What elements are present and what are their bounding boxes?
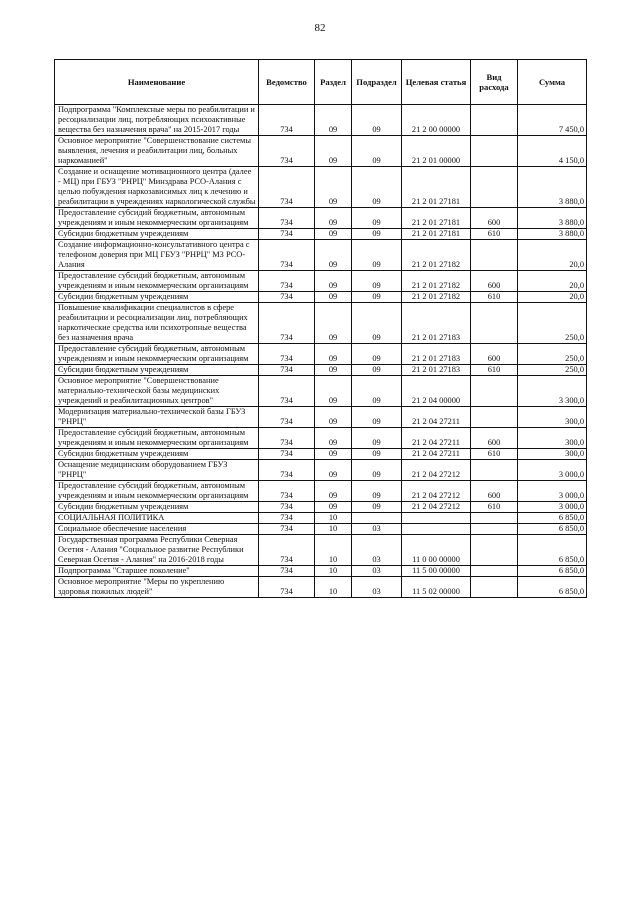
header-type: Вид расхода: [471, 60, 518, 105]
cell-item: 21 2 01 27181: [402, 167, 471, 208]
cell-sum: 6 850,0: [518, 535, 587, 566]
cell-dept: 734: [259, 136, 315, 167]
cell-section: 09: [315, 167, 352, 208]
table-row: [55, 428, 587, 449]
cell-name: Предоставление субсидий бюджетным, автономным учреждениям и иным некоммерческим организациям: [55, 428, 259, 449]
cell-type: 600: [471, 208, 518, 229]
cell-sum: 3 880,0: [518, 167, 587, 208]
cell-subsection: 09: [352, 136, 402, 167]
table-row: [55, 229, 587, 240]
cell-dept: 734: [259, 240, 315, 271]
cell-type: 610: [471, 292, 518, 303]
cell-item: 21 2 01 27182: [402, 240, 471, 271]
cell-subsection: 09: [352, 229, 402, 240]
header-row: [55, 60, 587, 105]
cell-subsection: [352, 513, 402, 524]
cell-subsection: 09: [352, 460, 402, 481]
table-row: [55, 566, 587, 577]
cell-section: 09: [315, 136, 352, 167]
cell-dept: 734: [259, 566, 315, 577]
cell-name: Субсидии бюджетным учреждениям: [55, 292, 259, 303]
cell-type: [471, 407, 518, 428]
cell-name: Основное мероприятие "Совершенствование системы выявления, лечения и реабилитации лиц, больных наркоманией": [55, 136, 259, 167]
cell-section: 10: [315, 513, 352, 524]
table-row: [55, 481, 587, 502]
cell-name: Субсидии бюджетным учреждениям: [55, 449, 259, 460]
cell-section: 09: [315, 344, 352, 365]
cell-sum: 20,0: [518, 240, 587, 271]
cell-name: Предоставление субсидий бюджетным, автономным учреждениям и иным некоммерческим организациям: [55, 208, 259, 229]
cell-section: 09: [315, 229, 352, 240]
cell-section: 09: [315, 303, 352, 344]
cell-sum: 7 450,0: [518, 105, 587, 136]
header-item: Целевая статья: [402, 60, 471, 105]
cell-sum: 300,0: [518, 449, 587, 460]
cell-section: 09: [315, 365, 352, 376]
cell-sum: 3 000,0: [518, 502, 587, 513]
cell-sum: 250,0: [518, 344, 587, 365]
cell-sum: 3 000,0: [518, 460, 587, 481]
cell-name: Государственная программа Республики Северная Осетия - Алания "Социальное развитие Республики Северная Осетия - Алания" на 2016-2018 годы: [55, 535, 259, 566]
table-row: [55, 535, 587, 566]
cell-sum: 300,0: [518, 428, 587, 449]
cell-dept: 734: [259, 577, 315, 598]
cell-subsection: 03: [352, 524, 402, 535]
cell-sum: 20,0: [518, 271, 587, 292]
cell-name: Создание и оснащение мотивационного центра (далее - МЦ) при ГБУЗ "РНРЦ" Минздрава РСО-Алания с целью побуждения наркозависимых лиц к лечению и реабилитации в учреждениях наркологической службы: [55, 167, 259, 208]
cell-sum: 250,0: [518, 303, 587, 344]
cell-item: 21 2 04 27211: [402, 407, 471, 428]
cell-subsection: 09: [352, 502, 402, 513]
cell-item: 21 2 04 00000: [402, 376, 471, 407]
cell-section: 09: [315, 376, 352, 407]
cell-sum: 6 850,0: [518, 513, 587, 524]
cell-dept: 734: [259, 535, 315, 566]
cell-item: [402, 513, 471, 524]
cell-dept: 734: [259, 407, 315, 428]
cell-type: [471, 240, 518, 271]
cell-section: 10: [315, 566, 352, 577]
table-row: [55, 460, 587, 481]
cell-sum: 300,0: [518, 407, 587, 428]
cell-section: 09: [315, 428, 352, 449]
cell-dept: 734: [259, 167, 315, 208]
cell-sum: 3 300,0: [518, 376, 587, 407]
cell-name: Подпрограмма "Старшее поколение": [55, 566, 259, 577]
cell-subsection: 03: [352, 535, 402, 566]
cell-type: 610: [471, 502, 518, 513]
cell-section: 09: [315, 449, 352, 460]
cell-name: Основное мероприятие "Меры по укреплению здоровья пожилых людей": [55, 577, 259, 598]
table-row: [55, 303, 587, 344]
cell-dept: 734: [259, 513, 315, 524]
cell-item: 21 2 01 27182: [402, 292, 471, 303]
cell-dept: 734: [259, 376, 315, 407]
table-row: [55, 105, 587, 136]
cell-type: [471, 524, 518, 535]
cell-name: Социальное обеспечение населения: [55, 524, 259, 535]
cell-section: 09: [315, 292, 352, 303]
cell-item: 21 2 04 27212: [402, 481, 471, 502]
cell-subsection: 09: [352, 407, 402, 428]
cell-item: 21 2 01 27183: [402, 303, 471, 344]
cell-subsection: 09: [352, 481, 402, 502]
cell-section: 10: [315, 524, 352, 535]
cell-item: 21 2 01 00000: [402, 136, 471, 167]
cell-type: [471, 566, 518, 577]
cell-item: 21 2 00 00000: [402, 105, 471, 136]
cell-subsection: 03: [352, 566, 402, 577]
cell-name: Предоставление субсидий бюджетным, автономным учреждениям и иным некоммерческим организациям: [55, 271, 259, 292]
cell-section: 09: [315, 105, 352, 136]
table-row: [55, 240, 587, 271]
cell-section: 09: [315, 502, 352, 513]
cell-item: 21 2 04 27212: [402, 502, 471, 513]
table-row: [55, 344, 587, 365]
cell-subsection: 09: [352, 167, 402, 208]
budget-table: [54, 59, 587, 598]
cell-subsection: 09: [352, 428, 402, 449]
cell-section: 10: [315, 535, 352, 566]
cell-type: [471, 376, 518, 407]
cell-dept: 734: [259, 208, 315, 229]
table-body: [55, 105, 587, 598]
header-name: Наименование: [55, 60, 259, 105]
cell-subsection: 09: [352, 344, 402, 365]
cell-section: 09: [315, 271, 352, 292]
cell-item: 21 2 01 27183: [402, 344, 471, 365]
table-row: [55, 167, 587, 208]
cell-dept: 734: [259, 365, 315, 376]
cell-subsection: 09: [352, 376, 402, 407]
table-row: [55, 376, 587, 407]
cell-name: Субсидии бюджетным учреждениям: [55, 502, 259, 513]
header-subsection: Подраздел: [352, 60, 402, 105]
cell-subsection: 03: [352, 577, 402, 598]
table-row: [55, 407, 587, 428]
cell-sum: 3 880,0: [518, 229, 587, 240]
cell-type: 600: [471, 271, 518, 292]
table-row: [55, 208, 587, 229]
table-row: [55, 365, 587, 376]
cell-item: 11 0 00 00000: [402, 535, 471, 566]
cell-type: [471, 303, 518, 344]
table-row: [55, 449, 587, 460]
table-row: [55, 271, 587, 292]
cell-type: [471, 136, 518, 167]
cell-name: Субсидии бюджетным учреждениям: [55, 229, 259, 240]
cell-type: 610: [471, 365, 518, 376]
table-row: [55, 513, 587, 524]
cell-section: 09: [315, 407, 352, 428]
cell-type: [471, 577, 518, 598]
cell-name: Основное мероприятие "Совершенствование материально-технической базы медицинских учреждений и реабилитационных центров": [55, 376, 259, 407]
cell-dept: 734: [259, 292, 315, 303]
cell-name: Предоставление субсидий бюджетным, автономным учреждениям и иным некоммерческим организациям: [55, 481, 259, 502]
table-row: [55, 524, 587, 535]
cell-dept: 734: [259, 105, 315, 136]
cell-name: Подпрограмма "Комплексные меры по реабилитации и ресоциализации лиц, потребляющих психоактивные вещества без назначения врача" на 2015-2017 годы: [55, 105, 259, 136]
cell-item: [402, 524, 471, 535]
cell-sum: 3 880,0: [518, 208, 587, 229]
cell-item: 21 2 01 27182: [402, 271, 471, 292]
cell-type: [471, 460, 518, 481]
cell-subsection: 09: [352, 303, 402, 344]
cell-dept: 734: [259, 229, 315, 240]
cell-dept: 734: [259, 303, 315, 344]
header-sum: Сумма: [518, 60, 587, 105]
cell-sum: 250,0: [518, 365, 587, 376]
cell-name: Предоставление субсидий бюджетным, автономным учреждениям и иным некоммерческим организациям: [55, 344, 259, 365]
cell-name: СОЦИАЛЬНАЯ ПОЛИТИКА: [55, 513, 259, 524]
cell-dept: 734: [259, 344, 315, 365]
cell-dept: 734: [259, 481, 315, 502]
cell-type: 600: [471, 344, 518, 365]
cell-type: 610: [471, 229, 518, 240]
cell-dept: 734: [259, 460, 315, 481]
cell-section: 09: [315, 460, 352, 481]
table-row: [55, 292, 587, 303]
cell-subsection: 09: [352, 271, 402, 292]
cell-sum: 20,0: [518, 292, 587, 303]
cell-item: 11 5 00 00000: [402, 566, 471, 577]
cell-sum: 6 850,0: [518, 524, 587, 535]
cell-item: 21 2 01 27183: [402, 365, 471, 376]
cell-subsection: 09: [352, 208, 402, 229]
cell-name: Оснащение медицинским оборудованием ГБУЗ "РНРЦ": [55, 460, 259, 481]
cell-section: 10: [315, 577, 352, 598]
cell-name: Субсидии бюджетным учреждениям: [55, 365, 259, 376]
cell-type: [471, 167, 518, 208]
cell-name: Повышение квалификации специалистов в сфере реабилитации и ресоциализации лиц, потребляющих наркотические средства или психотропные вещества без назначения врача: [55, 303, 259, 344]
cell-sum: 6 850,0: [518, 577, 587, 598]
cell-type: [471, 513, 518, 524]
cell-subsection: 09: [352, 240, 402, 271]
cell-subsection: 09: [352, 105, 402, 136]
cell-dept: 734: [259, 502, 315, 513]
cell-dept: 734: [259, 449, 315, 460]
cell-item: 11 5 02 00000: [402, 577, 471, 598]
table-row: [55, 502, 587, 513]
cell-item: 21 2 01 27181: [402, 229, 471, 240]
cell-dept: 734: [259, 524, 315, 535]
cell-type: [471, 535, 518, 566]
cell-section: 09: [315, 240, 352, 271]
page-number: 82: [314, 22, 326, 34]
cell-name: Модернизация материально-технической базы ГБУЗ "РНРЦ": [55, 407, 259, 428]
table-row: [55, 136, 587, 167]
cell-section: 09: [315, 208, 352, 229]
cell-item: 21 2 04 27211: [402, 449, 471, 460]
cell-dept: 734: [259, 271, 315, 292]
header-dept: Ведомство: [259, 60, 315, 105]
cell-section: 09: [315, 481, 352, 502]
cell-item: 21 2 04 27211: [402, 428, 471, 449]
cell-type: 600: [471, 428, 518, 449]
header-section: Раздел: [315, 60, 352, 105]
cell-subsection: 09: [352, 365, 402, 376]
cell-name: Создание информационно-консультативного центра с телефоном доверия при МЦ ГБУЗ "РНРЦ" МЗ РСО-Алания: [55, 240, 259, 271]
cell-dept: 734: [259, 428, 315, 449]
cell-type: 600: [471, 481, 518, 502]
cell-subsection: 09: [352, 449, 402, 460]
cell-sum: 6 850,0: [518, 566, 587, 577]
cell-type: 610: [471, 449, 518, 460]
cell-sum: 3 000,0: [518, 481, 587, 502]
table-row: [55, 577, 587, 598]
cell-sum: 4 150,0: [518, 136, 587, 167]
cell-type: [471, 105, 518, 136]
cell-item: 21 2 01 27181: [402, 208, 471, 229]
cell-item: 21 2 04 27212: [402, 460, 471, 481]
cell-subsection: 09: [352, 292, 402, 303]
